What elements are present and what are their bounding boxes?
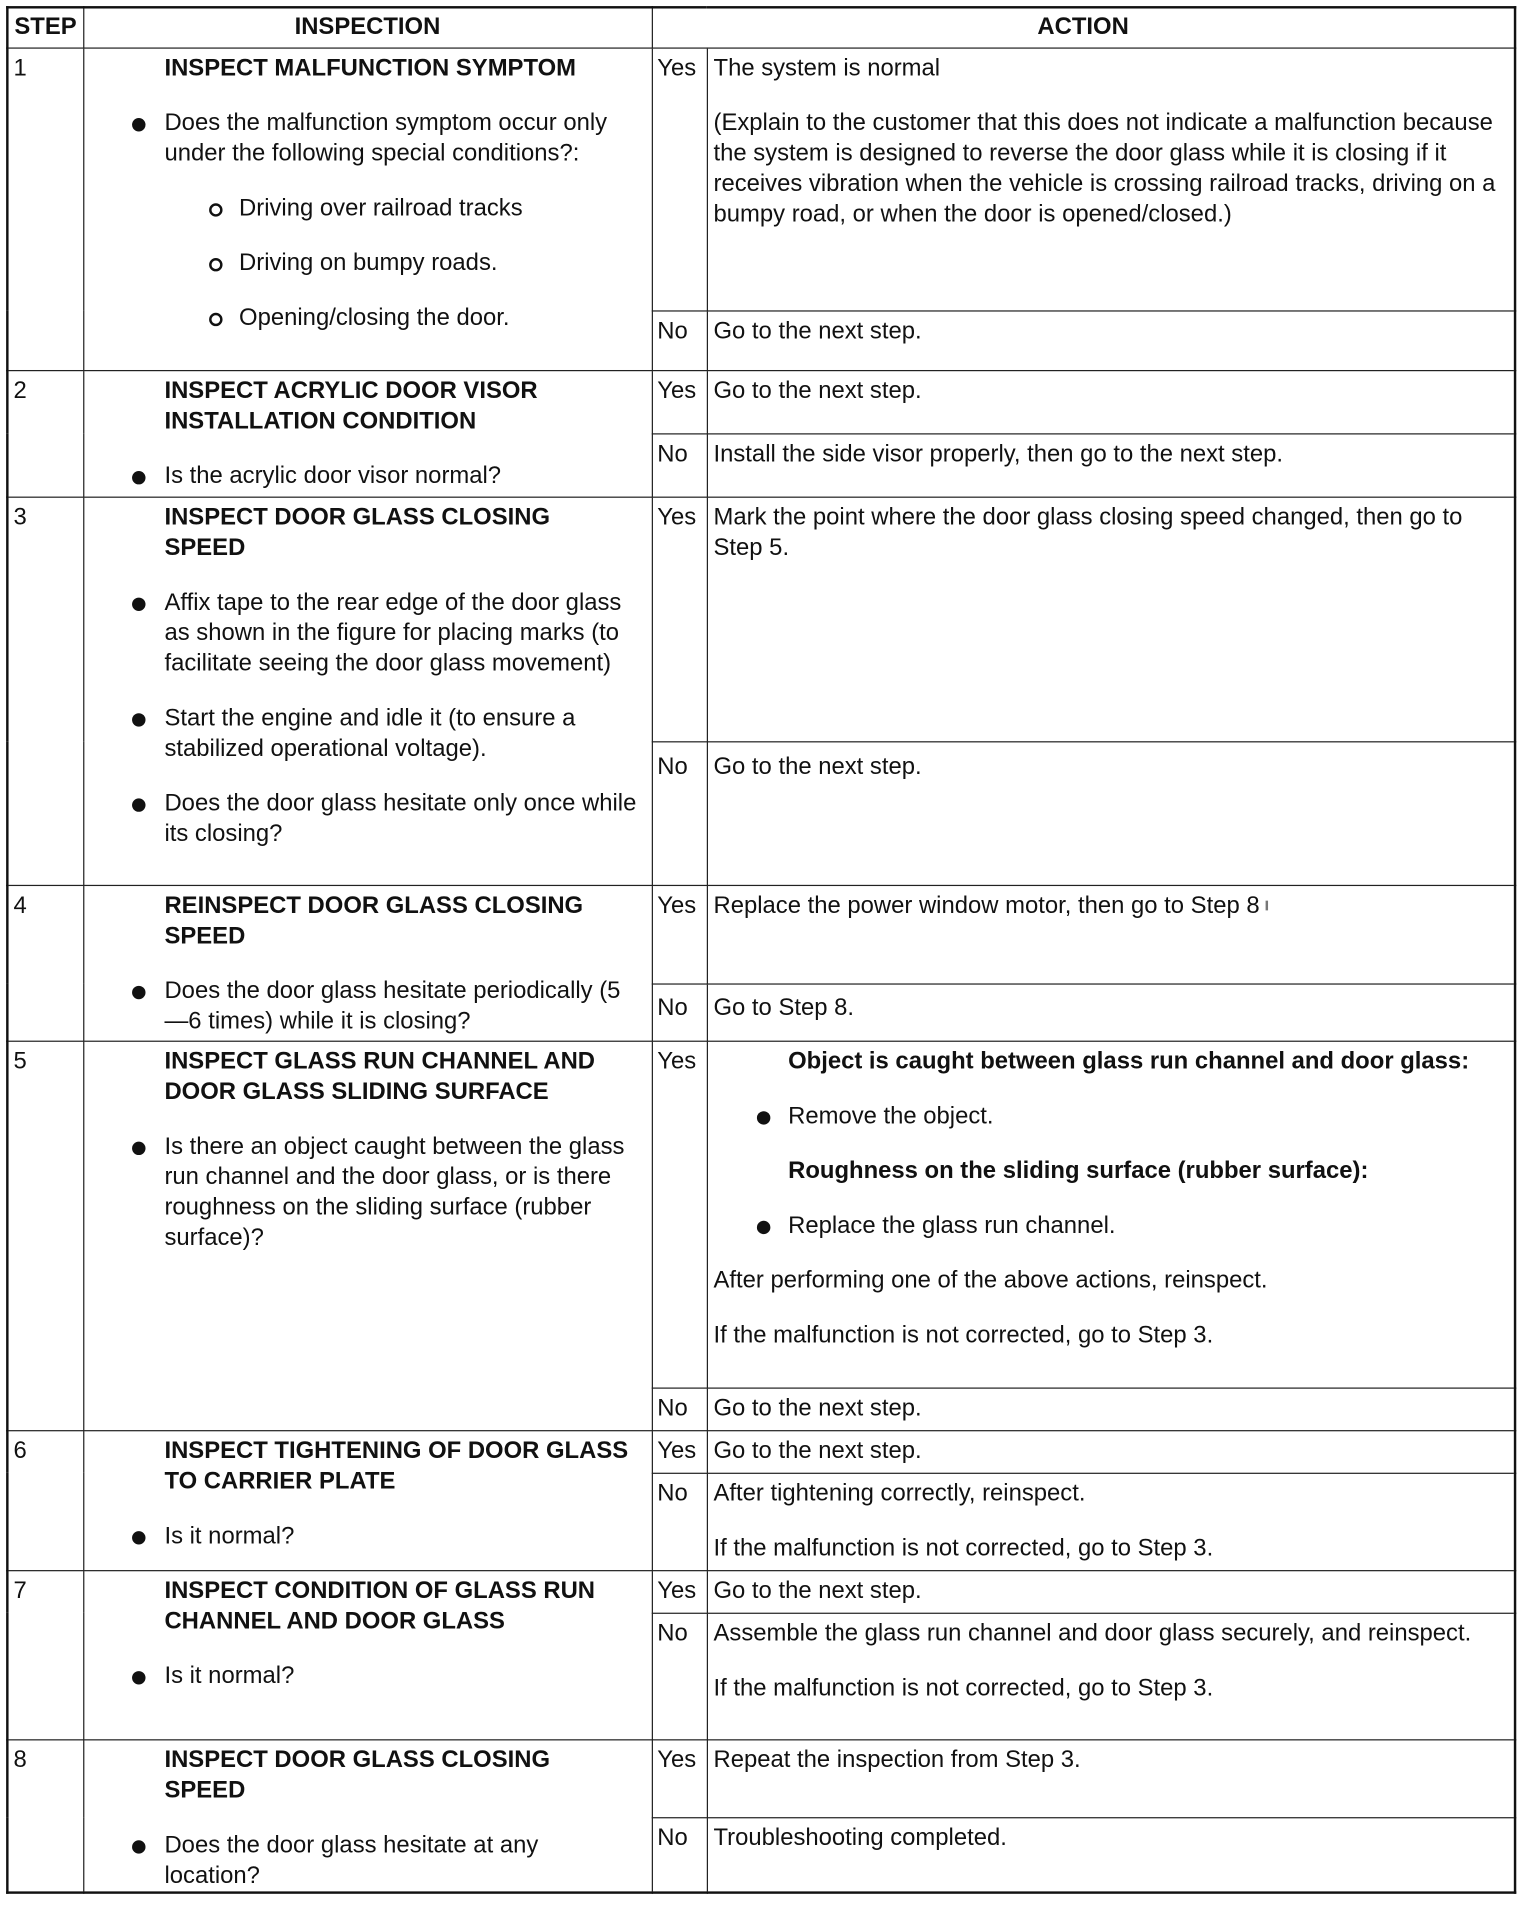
yes-action: Repeat the inspection from Step 3. <box>707 1739 1515 1817</box>
yes-action: Mark the point where the door glass closing speed changed, then go to Step 5. <box>707 497 1515 742</box>
no-label: No <box>652 1473 707 1570</box>
inspection-bullet: Start the engine and idle it (to ensure a stabilized operational voltage). <box>164 703 636 764</box>
step-1-yes-row <box>7 47 1515 310</box>
inspection-cell <box>83 1570 652 1739</box>
step-2-yes-row <box>7 370 1515 433</box>
yes-action <box>707 885 1515 984</box>
case-action: Remove the object. <box>788 1101 1504 1131</box>
inspection-cell <box>83 1430 652 1570</box>
inspection-title: INSPECT MALFUNCTION SYMPTOM <box>164 54 577 81</box>
inspection-title: INSPECT GLASS RUN CHANNEL AND DOOR GLASS SLIDING SURFACE <box>164 1047 596 1105</box>
condition-item: Driving over railroad tracks <box>239 193 636 223</box>
yes-label: Yes <box>652 1739 707 1817</box>
inspection-question: Does the door glass hesitate at any location? <box>164 1830 636 1891</box>
inspection-question: Does the door glass hesitate periodically (5—6 times) while it is closing? <box>164 976 636 1037</box>
no-action: Install the side visor properly, then go to the next step. <box>707 433 1515 496</box>
inspection-question: Is the acrylic door visor normal? <box>164 461 636 491</box>
case-action: Replace the glass run channel. <box>788 1210 1504 1240</box>
yes-label: Yes <box>652 1041 707 1388</box>
step-number: 7 <box>7 1570 83 1739</box>
no-action: Go to the next step. <box>707 741 1515 885</box>
step-4-yes-row <box>7 885 1515 984</box>
action-text: The system is normal <box>713 54 941 81</box>
step-6-yes-row <box>7 1430 1515 1473</box>
inspection-cell <box>83 370 652 497</box>
inspection-title: REINSPECT DOOR GLASS CLOSING SPEED <box>164 891 584 949</box>
no-label: No <box>652 433 707 496</box>
no-action: Go to the next step. <box>707 1387 1515 1430</box>
no-action <box>707 1473 1515 1570</box>
header-row <box>7 7 1515 47</box>
step-number: 5 <box>7 1041 83 1430</box>
action-note: If the malfunction is not corrected, go to Step 3. <box>713 1674 1214 1701</box>
inspection-question: Does the malfunction symptom occur only under the following special conditions?: <box>164 108 636 169</box>
yes-label: Yes <box>652 370 707 433</box>
action-note: (Explain to the customer that this does not indicate a malfunction because the system is designed to reverse the door glass while it is closing if it receives vibration when the vehicle is crossing railroad tracks, driving on a bumpy road, or when the door is opened/closed.) <box>713 108 1496 227</box>
inspection-cell <box>83 885 652 1041</box>
inspection-title: INSPECT ACRYLIC DOOR VISOR INSTALLATION CONDITION <box>164 376 538 434</box>
inspection-cell <box>83 497 652 885</box>
action-note: If the malfunction is not corrected, go to Step 3. <box>713 1321 1214 1348</box>
step-number: 1 <box>7 47 83 370</box>
no-action: Go to Step 8. <box>707 983 1515 1040</box>
step-7-yes-row <box>7 1570 1515 1613</box>
no-label: No <box>652 1387 707 1430</box>
inspection-title: INSPECT CONDITION OF GLASS RUN CHANNEL AND DOOR GLASS <box>164 1576 596 1634</box>
inspection-title: INSPECT TIGHTENING OF DOOR GLASS TO CARRIER PLATE <box>164 1436 629 1494</box>
action-text: Assemble the glass run channel and door glass securely, and reinspect. <box>713 1619 1472 1647</box>
no-action: Troubleshooting completed. <box>707 1817 1515 1892</box>
header-step: STEP <box>7 7 83 47</box>
no-action <box>707 1613 1515 1740</box>
action-text: Replace the power window motor, then go to Step 8 <box>713 891 1260 919</box>
yes-action <box>707 47 1515 310</box>
condition-item: Opening/closing the door. <box>239 302 636 332</box>
case-heading: Object is caught between glass run channel and door glass: <box>788 1047 1470 1075</box>
no-label: No <box>652 310 707 370</box>
yes-label: Yes <box>652 1570 707 1613</box>
no-label: No <box>652 983 707 1040</box>
action-text: After performing one of the above actions, reinspect. <box>713 1266 1268 1294</box>
yes-label: Yes <box>652 885 707 984</box>
inspection-question: Is it normal? <box>164 1661 636 1691</box>
no-label: No <box>652 1817 707 1892</box>
scan-mark <box>1266 901 1268 911</box>
action-text: After tightening correctly, reinspect. <box>713 1479 1086 1507</box>
step-3-yes-row <box>7 497 1515 742</box>
yes-action: Go to the next step. <box>707 370 1515 433</box>
yes-action: Go to the next step. <box>707 1430 1515 1473</box>
troubleshooting-table <box>6 6 1516 1894</box>
yes-action <box>707 1041 1515 1388</box>
inspection-question: Is it normal? <box>164 1521 636 1551</box>
inspection-cell <box>83 1041 652 1430</box>
no-action: Go to the next step. <box>707 310 1515 370</box>
inspection-bullet: Affix tape to the rear edge of the door glass as shown in the figure for placing marks (to facilitate seeing the door glass movement) <box>164 587 636 678</box>
step-number: 8 <box>7 1739 83 1892</box>
step-number: 3 <box>7 497 83 885</box>
step-8-yes-row <box>7 1739 1515 1817</box>
yes-label: Yes <box>652 1430 707 1473</box>
no-label: No <box>652 1613 707 1740</box>
step-number: 4 <box>7 885 83 1041</box>
condition-item: Driving on bumpy roads. <box>239 248 636 278</box>
no-label: No <box>652 741 707 885</box>
inspection-title: INSPECT DOOR GLASS CLOSING SPEED <box>164 1745 550 1804</box>
yes-label: Yes <box>652 47 707 310</box>
inspection-bullet: Does the door glass hesitate only once while its closing? <box>164 788 636 849</box>
inspection-question: Is there an object caught between the glass run channel and the door glass, or is there roughness on the sliding surface (rubber surface)? <box>164 1131 636 1253</box>
case-heading: Roughness on the sliding surface (rubber surface): <box>788 1156 1369 1184</box>
yes-action: Go to the next step. <box>707 1570 1515 1613</box>
step-number: 2 <box>7 370 83 497</box>
step-number: 6 <box>7 1430 83 1570</box>
step-5-yes-row <box>7 1041 1515 1388</box>
action-note: If the malfunction is not corrected, go to Step 3. <box>713 1534 1214 1561</box>
inspection-cell <box>83 47 652 370</box>
header-action: ACTION <box>652 7 1515 47</box>
inspection-cell <box>83 1739 652 1892</box>
yes-label: Yes <box>652 497 707 742</box>
inspection-title: INSPECT DOOR GLASS CLOSING SPEED <box>164 503 550 561</box>
header-inspection: INSPECTION <box>83 7 652 47</box>
